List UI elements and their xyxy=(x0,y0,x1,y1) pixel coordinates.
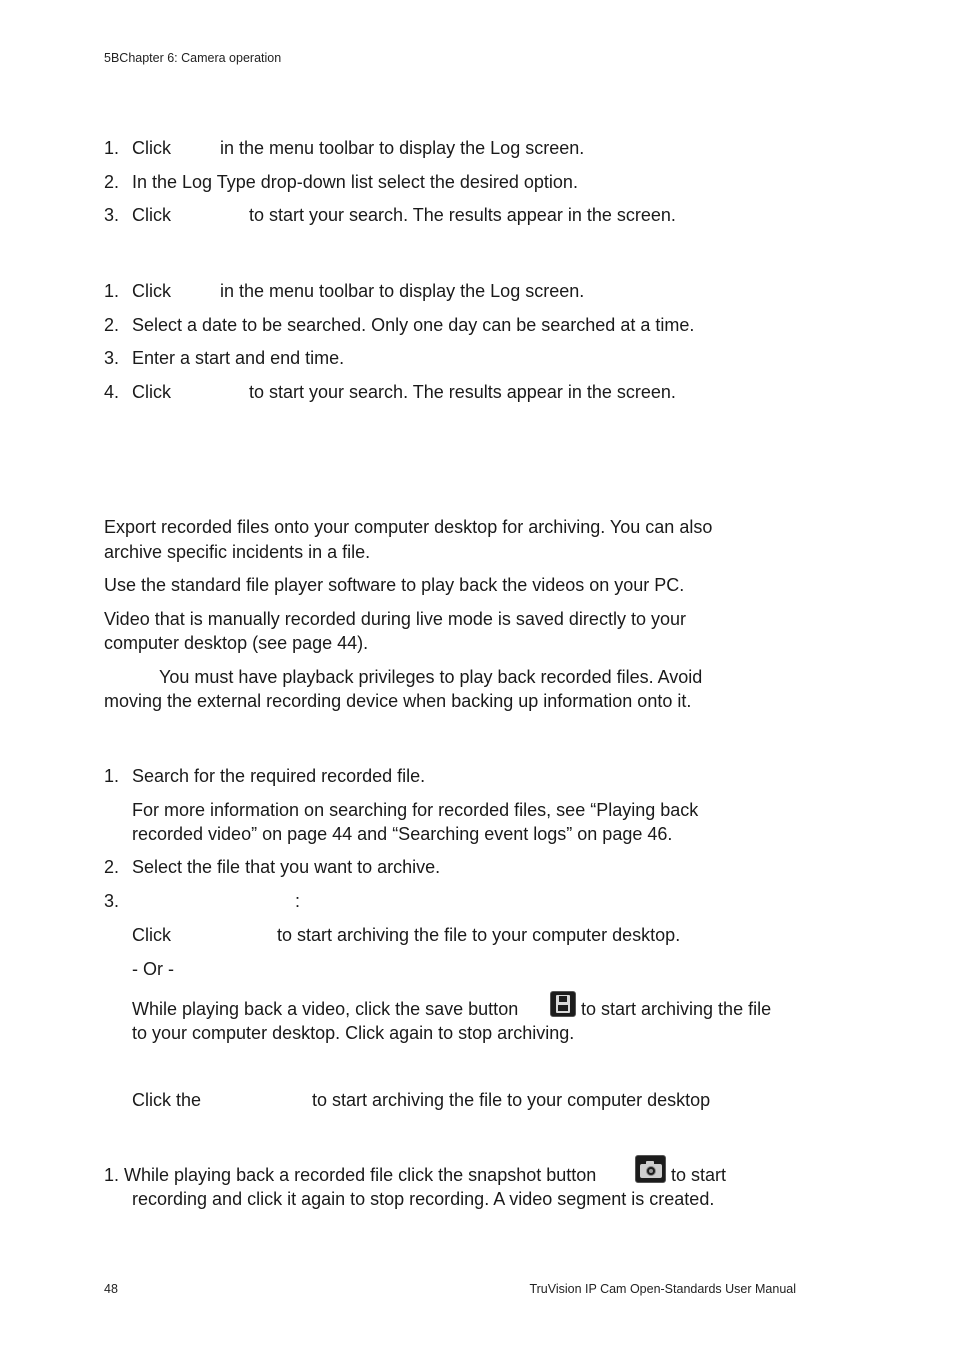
step-number: 4. xyxy=(104,382,120,402)
step-number: 2. xyxy=(104,172,120,192)
step-text: 1. While playing back a recorded file click the snapshot button xyxy=(104,1165,597,1185)
step-text: Click xyxy=(132,205,171,225)
camera-icon xyxy=(635,1155,666,1183)
step-text: While playing back a video, click the save button xyxy=(132,999,519,1019)
step-text: recording and click it again to stop recording. A video segment is created. xyxy=(132,1189,715,1209)
note-line: moving the external recording device when backing up information onto it. xyxy=(104,691,692,711)
step-number: 3. xyxy=(104,348,120,368)
step-subtext: recorded video” on page 44 and “Searching event logs” on page 46. xyxy=(132,824,673,844)
step-text: Click xyxy=(132,382,171,402)
step-text: to start archiving the file xyxy=(581,999,772,1019)
step-number: 1. xyxy=(104,138,120,158)
paragraph-line: computer desktop (see page 44). xyxy=(104,633,369,653)
step-text: in the menu toolbar to display the Log screen. xyxy=(220,138,585,158)
step-text: Select the file that you want to archive. xyxy=(132,857,441,877)
step-subtext: For more information on searching for recorded files, see “Playing back xyxy=(132,800,699,820)
step-number: 2. xyxy=(104,857,120,877)
save-icon xyxy=(550,991,576,1017)
page-header-chapter: 5BChapter 6: Camera operation xyxy=(104,51,282,65)
step-text: Click xyxy=(132,138,171,158)
step-number: 2. xyxy=(104,315,120,335)
step-text: In the Log Type drop-down list select the desired option. xyxy=(132,172,578,192)
step-text: to start your search. The results appear in the screen. xyxy=(249,382,676,402)
step-text: Enter a start and end time. xyxy=(132,348,345,368)
paragraph-line: Export recorded files onto your computer desktop for archiving. You can also xyxy=(104,517,713,537)
step-text: to your computer desktop. Click again to stop archiving. xyxy=(132,1023,575,1043)
paragraph-line: archive specific incidents in a file. xyxy=(104,542,371,562)
page-number: 48 xyxy=(104,1282,118,1296)
note-line: You must have playback privileges to play back recorded files. Avoid xyxy=(159,667,703,687)
step-text: : xyxy=(295,891,301,911)
step-text: to start archiving the file to your computer desktop. xyxy=(277,925,681,945)
step-text: Select a date to be searched. Only one day can be searched at a time. xyxy=(132,315,695,335)
step-number: 1. xyxy=(104,766,120,786)
step-text: Search for the required recorded file. xyxy=(132,766,426,786)
step-number: 1. xyxy=(104,281,120,301)
paragraph-line: Use the standard file player software to play back the videos on your PC. xyxy=(104,575,685,595)
step-text: to start xyxy=(671,1165,727,1185)
footer-manual-title: TruVision IP Cam Open-Standards User Manual xyxy=(529,1282,796,1296)
or-separator: - Or - xyxy=(132,959,174,979)
step-number: 3. xyxy=(104,205,120,225)
paragraph-line: Video that is manually recorded during live mode is saved directly to your xyxy=(104,609,686,629)
step-text: Click the xyxy=(132,1090,202,1110)
step-text: Click xyxy=(132,281,171,301)
step-text: to start your search. The results appear in the screen. xyxy=(249,205,676,225)
step-text: to start archiving the file to your computer desktop xyxy=(312,1090,711,1110)
step-text: Click xyxy=(132,925,171,945)
step-text: in the menu toolbar to display the Log screen. xyxy=(220,281,585,301)
step-number: 3. xyxy=(104,891,120,911)
